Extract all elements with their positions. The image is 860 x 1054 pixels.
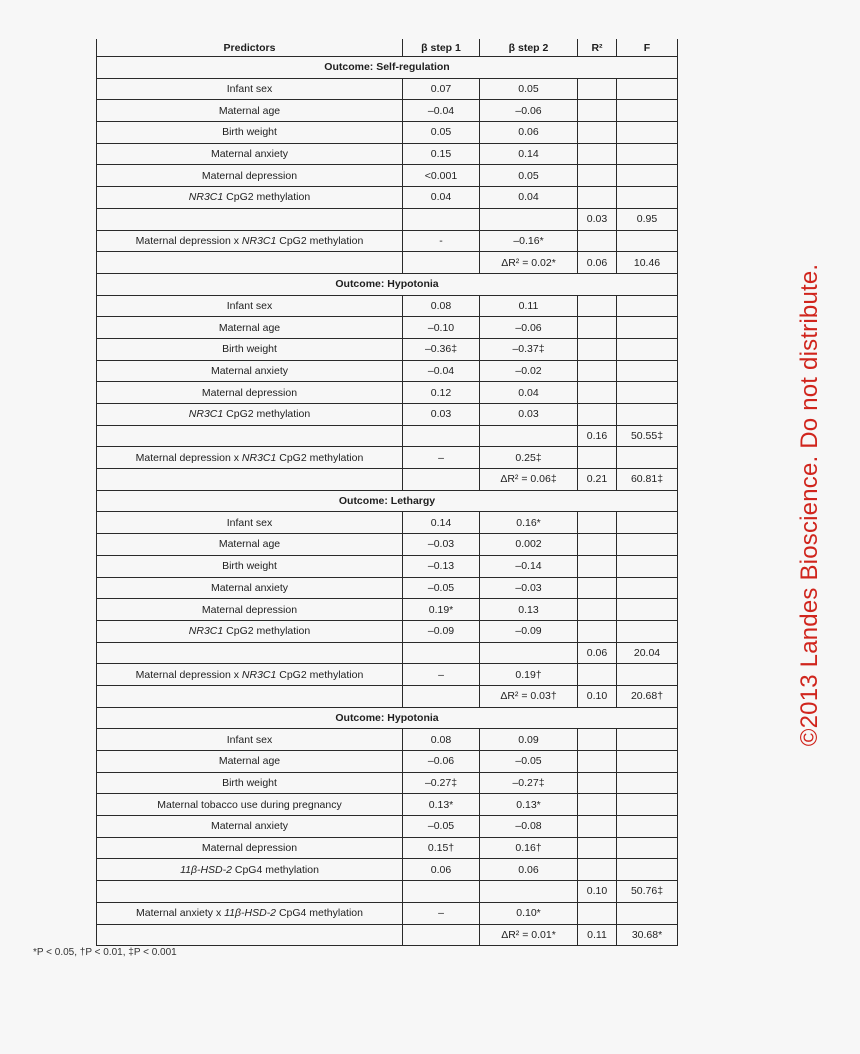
beta-step1-cell: –0.04 (403, 360, 480, 382)
beta-step2-cell: ΔR² = 0.06‡ (480, 469, 578, 491)
beta-step2-cell: 0.05 (480, 78, 578, 100)
beta-step2-cell: –0.06 (480, 317, 578, 339)
f-cell (617, 360, 678, 382)
beta-step2-cell: 0.03 (480, 404, 578, 426)
table-row (97, 317, 678, 339)
beta-step2-cell: 0.09 (480, 729, 578, 751)
beta-step1-cell: 0.15 (403, 143, 480, 165)
gene-name: NR3C1 (188, 408, 224, 421)
beta-step2-cell: 0.05 (480, 165, 578, 187)
r-squared-cell (578, 78, 617, 100)
predictor-cell: Maternal age (97, 317, 403, 339)
beta-step1-cell: 0.15† (403, 837, 480, 859)
table-row (97, 794, 678, 816)
predictor-cell: Infant sex (97, 295, 403, 317)
beta-step2-cell: –0.27‡ (480, 772, 578, 794)
beta-step1-cell: 0.14 (403, 512, 480, 534)
table-row (97, 729, 678, 751)
r-squared-cell: 0.03 (578, 208, 617, 230)
f-cell (617, 837, 678, 859)
beta-step1-cell: - (403, 230, 480, 252)
table-header-row (97, 39, 678, 57)
table-row (97, 165, 678, 187)
f-cell (617, 664, 678, 686)
f-cell (617, 122, 678, 144)
f-cell (617, 859, 678, 881)
predictor-cell: 11β-HSD-2 CpG4 methylation (97, 859, 403, 881)
beta-step2-cell: 0.13 (480, 599, 578, 621)
section-title: Outcome: Self-regulation (97, 57, 678, 79)
beta-step1-cell (403, 208, 480, 230)
r-squared-cell (578, 837, 617, 859)
beta-step2-cell (480, 642, 578, 664)
r-squared-cell (578, 902, 617, 924)
table-row (97, 534, 678, 556)
beta-step1-cell: 0.19* (403, 599, 480, 621)
f-cell (617, 165, 678, 187)
table-row (97, 555, 678, 577)
beta-step1-cell: –0.04 (403, 100, 480, 122)
beta-step1-cell: –0.27‡ (403, 772, 480, 794)
f-cell (617, 555, 678, 577)
table-row (97, 78, 678, 100)
header-f: F (617, 39, 678, 57)
predictor-cell: Maternal depression (97, 599, 403, 621)
predictor-cell (97, 642, 403, 664)
beta-step1-cell: – (403, 902, 480, 924)
beta-step1-cell: –0.05 (403, 816, 480, 838)
beta-step2-cell: 0.11 (480, 295, 578, 317)
section-header-row (97, 57, 678, 79)
predictor-cell (97, 425, 403, 447)
f-cell (617, 100, 678, 122)
predictor-cell: Infant sex (97, 729, 403, 751)
r-squared-cell (578, 512, 617, 534)
beta-step2-cell (480, 881, 578, 903)
beta-step1-cell (403, 642, 480, 664)
beta-step2-cell: 0.16† (480, 837, 578, 859)
predictor-cell: Maternal anxiety (97, 816, 403, 838)
f-cell (617, 317, 678, 339)
predictor-cell (97, 252, 403, 274)
r-squared-cell (578, 338, 617, 360)
r-squared-cell (578, 794, 617, 816)
f-cell: 30.68* (617, 924, 678, 946)
beta-step2-cell: –0.37‡ (480, 338, 578, 360)
predictor-cell: Birth weight (97, 555, 403, 577)
r-squared-cell (578, 859, 617, 881)
watermark-text: ©2013 Landes Bioscience. Do not distribute. (796, 263, 823, 747)
beta-step2-cell: 0.13* (480, 794, 578, 816)
table-row (97, 512, 678, 534)
predictor-cell: Maternal age (97, 534, 403, 556)
table-row (97, 664, 678, 686)
r-squared-cell (578, 534, 617, 556)
r-squared-cell (578, 382, 617, 404)
beta-step2-cell: 0.19† (480, 664, 578, 686)
f-cell: 10.46 (617, 252, 678, 274)
beta-step2-cell: ΔR² = 0.02* (480, 252, 578, 274)
predictor-cell: Maternal depression x NR3C1 CpG2 methylation (97, 664, 403, 686)
beta-step2-cell: 0.14 (480, 143, 578, 165)
r-squared-cell (578, 317, 617, 339)
r-squared-cell: 0.11 (578, 924, 617, 946)
beta-step1-cell (403, 924, 480, 946)
beta-step1-cell: –0.06 (403, 751, 480, 773)
predictor-cell (97, 685, 403, 707)
predictor-cell: Maternal anxiety (97, 143, 403, 165)
predictor-cell: Maternal depression (97, 165, 403, 187)
f-cell (617, 751, 678, 773)
beta-step2-cell: 0.04 (480, 187, 578, 209)
gene-name: 11β-HSD-2 (224, 907, 277, 920)
table-row (97, 252, 678, 274)
f-cell: 20.04 (617, 642, 678, 664)
table-row (97, 924, 678, 946)
f-cell (617, 295, 678, 317)
beta-step1-cell: –0.03 (403, 534, 480, 556)
predictor-cell: Infant sex (97, 512, 403, 534)
beta-step1-cell (403, 685, 480, 707)
table-row (97, 425, 678, 447)
table-row (97, 577, 678, 599)
f-cell (617, 772, 678, 794)
beta-step1-cell: 0.04 (403, 187, 480, 209)
f-cell (617, 599, 678, 621)
beta-step1-cell (403, 469, 480, 491)
r-squared-cell (578, 816, 617, 838)
beta-step1-cell: 0.03 (403, 404, 480, 426)
r-squared-cell: 0.10 (578, 881, 617, 903)
predictor-cell (97, 469, 403, 491)
beta-step2-cell: 0.04 (480, 382, 578, 404)
predictor-cell: Infant sex (97, 78, 403, 100)
f-cell: 50.76‡ (617, 881, 678, 903)
f-cell (617, 729, 678, 751)
beta-step2-cell: –0.06 (480, 100, 578, 122)
gene-name: NR3C1 (241, 668, 277, 681)
beta-step2-cell: 0.002 (480, 534, 578, 556)
r-squared-cell (578, 599, 617, 621)
beta-step1-cell: –0.13 (403, 555, 480, 577)
table-row (97, 816, 678, 838)
r-squared-cell (578, 772, 617, 794)
section-title: Outcome: Hypotonia (97, 273, 678, 295)
f-cell (617, 404, 678, 426)
table-row (97, 642, 678, 664)
table-row (97, 295, 678, 317)
predictor-cell: Maternal depression x NR3C1 CpG2 methylation (97, 447, 403, 469)
table-row (97, 859, 678, 881)
beta-step2-cell: 0.16* (480, 512, 578, 534)
f-cell (617, 447, 678, 469)
table-row (97, 599, 678, 621)
beta-step2-cell: 0.06 (480, 859, 578, 881)
beta-step1-cell: 0.13* (403, 794, 480, 816)
beta-step1-cell: – (403, 664, 480, 686)
r-squared-cell (578, 100, 617, 122)
predictor-cell: Maternal age (97, 751, 403, 773)
beta-step2-cell: ΔR² = 0.03† (480, 685, 578, 707)
beta-step2-cell: –0.16* (480, 230, 578, 252)
beta-step2-cell: ΔR² = 0.01* (480, 924, 578, 946)
beta-step1-cell: 0.07 (403, 78, 480, 100)
gene-name: NR3C1 (188, 625, 224, 638)
r-squared-cell (578, 143, 617, 165)
table-row (97, 772, 678, 794)
beta-step2-cell (480, 425, 578, 447)
beta-step2-cell: –0.08 (480, 816, 578, 838)
header-predictors: Predictors (97, 39, 403, 57)
table-row (97, 338, 678, 360)
beta-step1-cell: 0.08 (403, 295, 480, 317)
predictor-cell: Birth weight (97, 122, 403, 144)
table-row (97, 404, 678, 426)
section-header-row (97, 273, 678, 295)
f-cell: 0.95 (617, 208, 678, 230)
f-cell (617, 577, 678, 599)
table-row (97, 230, 678, 252)
f-cell (617, 78, 678, 100)
beta-step1-cell: 0.05 (403, 122, 480, 144)
beta-step1-cell (403, 252, 480, 274)
f-cell (617, 187, 678, 209)
r-squared-cell (578, 230, 617, 252)
r-squared-cell (578, 447, 617, 469)
r-squared-cell (578, 187, 617, 209)
f-cell (617, 230, 678, 252)
table-row (97, 382, 678, 404)
gene-name: NR3C1 (241, 234, 277, 247)
r-squared-cell (578, 295, 617, 317)
f-cell (617, 534, 678, 556)
table-row (97, 100, 678, 122)
beta-step1-cell: –0.10 (403, 317, 480, 339)
predictor-cell: Birth weight (97, 338, 403, 360)
beta-step1-cell: –0.09 (403, 620, 480, 642)
f-cell (617, 794, 678, 816)
predictor-cell: NR3C1 CpG2 methylation (97, 404, 403, 426)
regression-table (96, 39, 678, 946)
beta-step1-cell (403, 425, 480, 447)
f-cell (617, 816, 678, 838)
section-header-row (97, 490, 678, 512)
table-row (97, 881, 678, 903)
f-cell (617, 902, 678, 924)
beta-step2-cell: –0.03 (480, 577, 578, 599)
table-row (97, 685, 678, 707)
section-title: Outcome: Lethargy (97, 490, 678, 512)
gene-name: NR3C1 (188, 191, 224, 204)
table-row (97, 447, 678, 469)
beta-step2-cell: –0.14 (480, 555, 578, 577)
beta-step1-cell: –0.05 (403, 577, 480, 599)
predictor-cell (97, 881, 403, 903)
beta-step1-cell: <0.001 (403, 165, 480, 187)
table-row (97, 122, 678, 144)
f-cell (617, 512, 678, 534)
table-row (97, 360, 678, 382)
header-r-squared: R² (578, 39, 617, 57)
beta-step1-cell: 0.06 (403, 859, 480, 881)
gene-name: NR3C1 (241, 451, 277, 464)
table-row (97, 902, 678, 924)
beta-step1-cell: –0.36‡ (403, 338, 480, 360)
predictor-cell: Maternal anxiety x 11β-HSD-2 CpG4 methylation (97, 902, 403, 924)
r-squared-cell (578, 122, 617, 144)
predictor-cell: NR3C1 CpG2 methylation (97, 187, 403, 209)
gene-name: 11β-HSD-2 (180, 863, 232, 876)
beta-step2-cell: 0.06 (480, 122, 578, 144)
predictor-cell: Maternal anxiety (97, 360, 403, 382)
table-row (97, 469, 678, 491)
r-squared-cell: 0.06 (578, 642, 617, 664)
r-squared-cell (578, 404, 617, 426)
table-row (97, 751, 678, 773)
r-squared-cell (578, 555, 617, 577)
section-header-row (97, 707, 678, 729)
table-row (97, 143, 678, 165)
r-squared-cell: 0.10 (578, 685, 617, 707)
beta-step2-cell (480, 208, 578, 230)
predictor-cell: Maternal depression (97, 382, 403, 404)
r-squared-cell: 0.21 (578, 469, 617, 491)
beta-step1-cell: 0.08 (403, 729, 480, 751)
beta-step1-cell: – (403, 447, 480, 469)
r-squared-cell: 0.06 (578, 252, 617, 274)
predictor-cell: Maternal anxiety (97, 577, 403, 599)
table-row (97, 620, 678, 642)
r-squared-cell (578, 620, 617, 642)
beta-step2-cell: 0.25‡ (480, 447, 578, 469)
f-cell: 20.68† (617, 685, 678, 707)
predictor-cell: Maternal depression x NR3C1 CpG2 methylation (97, 230, 403, 252)
beta-step2-cell: –0.02 (480, 360, 578, 382)
predictor-cell (97, 208, 403, 230)
f-cell (617, 338, 678, 360)
r-squared-cell (578, 664, 617, 686)
r-squared-cell: 0.16 (578, 425, 617, 447)
r-squared-cell (578, 360, 617, 382)
beta-step2-cell: –0.09 (480, 620, 578, 642)
predictor-cell: Birth weight (97, 772, 403, 794)
table-row (97, 837, 678, 859)
beta-step2-cell: 0.10* (480, 902, 578, 924)
regression-table-container (96, 39, 678, 946)
f-cell (617, 620, 678, 642)
header-beta-step-1: β step 1 (403, 39, 480, 57)
significance-footnote: *P < 0.05, †P < 0.01, ‡P < 0.001 (33, 947, 177, 958)
r-squared-cell (578, 729, 617, 751)
predictor-cell: Maternal depression (97, 837, 403, 859)
f-cell (617, 143, 678, 165)
predictor-cell (97, 924, 403, 946)
f-cell (617, 382, 678, 404)
beta-step1-cell (403, 881, 480, 903)
predictor-cell: Maternal tobacco use during pregnancy (97, 794, 403, 816)
header-beta-step-2: β step 2 (480, 39, 578, 57)
table-body (97, 57, 678, 946)
section-title: Outcome: Hypotonia (97, 707, 678, 729)
predictor-cell: Maternal age (97, 100, 403, 122)
beta-step1-cell: 0.12 (403, 382, 480, 404)
f-cell: 50.55‡ (617, 425, 678, 447)
r-squared-cell (578, 751, 617, 773)
predictor-cell: NR3C1 CpG2 methylation (97, 620, 403, 642)
r-squared-cell (578, 577, 617, 599)
r-squared-cell (578, 165, 617, 187)
table-row (97, 208, 678, 230)
f-cell: 60.81‡ (617, 469, 678, 491)
table-row (97, 187, 678, 209)
beta-step2-cell: –0.05 (480, 751, 578, 773)
